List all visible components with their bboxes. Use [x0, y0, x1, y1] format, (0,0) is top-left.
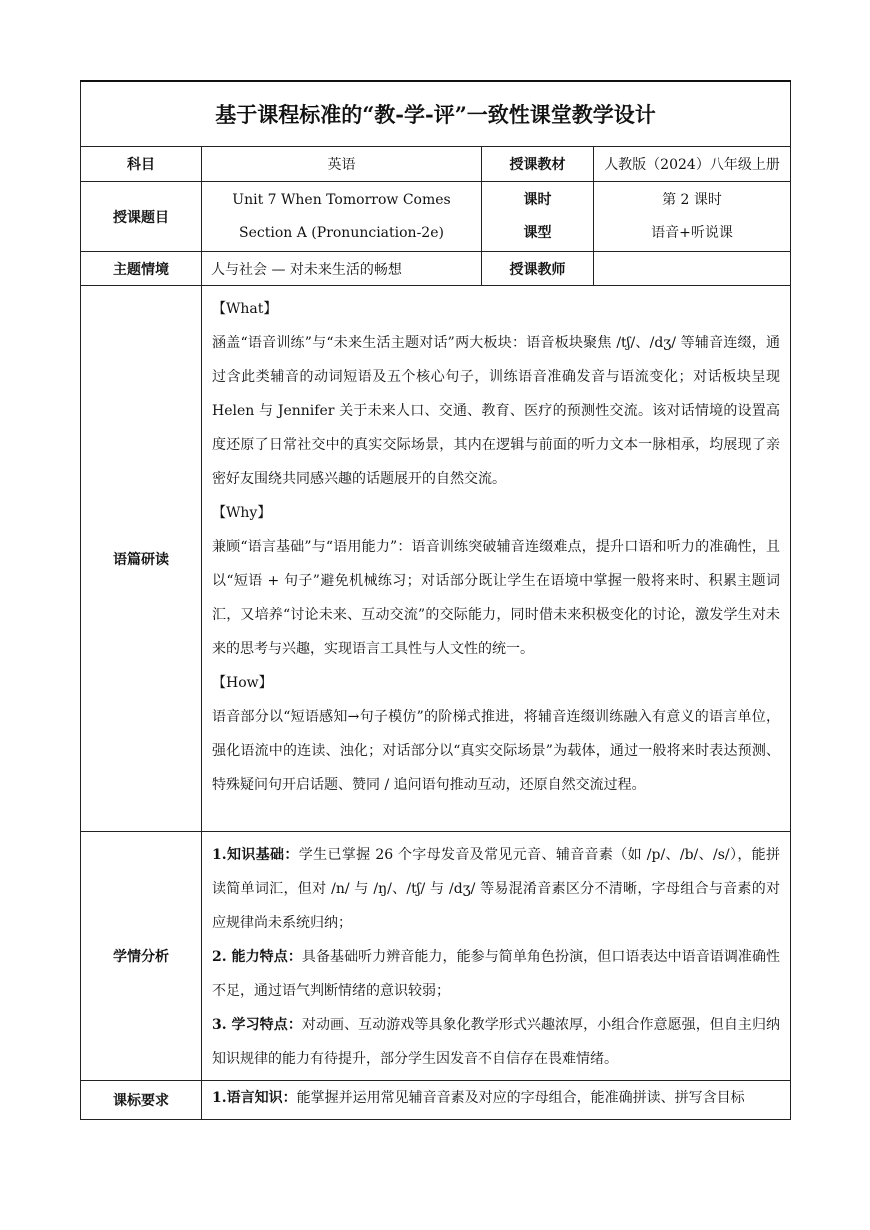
- textbook-value: 人教版（2024）八年级上册: [594, 147, 791, 182]
- reading-content: [202, 286, 791, 832]
- learners-point-2: [212, 940, 780, 1008]
- learners-point-2-head: 2. 能力特点：: [212, 949, 302, 965]
- teacher-value: [594, 252, 791, 286]
- topic-line-1: Unit 7 When Tomorrow Comes: [232, 191, 451, 208]
- why-heading: 【Why】: [212, 505, 272, 521]
- document-title: 基于课程标准的“教-学-评”一致性课堂教学设计: [81, 81, 791, 147]
- learners-content: [202, 832, 791, 1081]
- what-paragraph: 涵盖“语音训练”与“未来生活主题对话”两大板块：语音板块聚焦 /tʃ/、/dʒ/ 等辅音连缀，通过含此类辅音的动词短语及五个核心句子，训练语音准确发音与语流变化；对话板块呈现 Helen 与 Jennifer 关于未来人口、交通、教育、医疗的预测性交流。该对话情境的设置高度还原了日常社交中的真实交际场景，其内在逻辑与前面的听力文本一脉相承，均展现了亲密好友围绕共同感兴趣的话题展开的自然交流。: [212, 335, 781, 487]
- topic-value: [202, 182, 482, 252]
- type-value: 语音+听说课: [651, 224, 733, 241]
- topic-label: 授课题目: [81, 182, 202, 252]
- why-paragraph: 兼顾“语言基础”与“语用能力”：语音训练突破辅音连缀难点，提升口语和听力的准确性，且以“短语 + 句子”避免机械练习；对话部分既让学生在语境中掌握一般将来时、积累主题词汇，又培养“讨论未来、互动交流”的交际能力，同时借未来积极变化的讨论，激发学生对未来的思考与兴趣，实现语言工具性与人文性的统一。: [212, 539, 781, 657]
- topic-line-2: Section A (Pronunciation-2e): [239, 224, 444, 241]
- period-label: 课时: [523, 191, 552, 208]
- reading-label: 语篇研读: [81, 286, 202, 832]
- standards-point-1-text: 能掌握并运用常见辅音音素及对应的字母组合，能准确拼读、拼写含目标: [296, 1090, 745, 1106]
- subject-label: 科目: [81, 147, 202, 182]
- learners-point-3-text: 对动画、互动游戏等具象化教学形式兴趣浓厚，小组合作意愿强，但自主归纳知识规律的能力有待提升，部分学生因发音不自信存在畏难情绪。: [212, 1017, 781, 1067]
- theme-value: 人与社会 — 对未来生活的畅想: [202, 252, 482, 286]
- learners-label: 学情分析: [81, 832, 202, 1081]
- learners-point-3-head: 3. 学习特点：: [212, 1017, 302, 1033]
- standards-content: [202, 1081, 791, 1120]
- standards-label: 课标要求: [81, 1081, 202, 1120]
- how-paragraph: 语音部分以“短语感知→句子模仿”的阶梯式推进，将辅音连缀训练融入有意义的语言单位，强化语流中的连读、浊化；对话部分以“真实交际场景”为载体，通过一般将来时表达预测、特殊疑问句开启话题、赞同 / 追问语句推动互动，还原自然交流过程。: [212, 709, 781, 793]
- learners-point-1-text: 学生已掌握 26 个字母发音及常见元音、辅音音素（如 /p/、/b/、/s/），能拼读简单词汇，但对 /n/ 与 /ŋ/、/tʃ/ 与 /dʒ/ 等易混淆音素区分不清晰，字母组合与音素的对应规律尚未系统归纳；: [212, 847, 781, 931]
- learners-point-3: [212, 1008, 780, 1076]
- how-heading: 【How】: [212, 675, 273, 691]
- period-value: 第 2 课时: [662, 191, 722, 208]
- what-heading: 【What】: [212, 301, 278, 317]
- learners-point-1: [212, 838, 780, 940]
- lesson-design-table: [80, 80, 791, 1120]
- learners-point-1-head: 1.知识基础：: [212, 847, 299, 863]
- teacher-label: 授课教师: [482, 252, 594, 286]
- standards-point-1-head: 1.语言知识：: [212, 1090, 297, 1106]
- learners-point-2-text: 具备基础听力辨音能力，能参与简单角色扮演，但口语表达中语音语调准确性不足，通过语气判断情绪的意识较弱；: [212, 949, 781, 999]
- theme-label: 主题情境: [81, 252, 202, 286]
- period-type-values: [594, 182, 791, 252]
- type-label: 课型: [523, 224, 552, 241]
- subject-value: 英语: [202, 147, 482, 182]
- period-type-labels: [482, 182, 594, 252]
- textbook-label: 授课教材: [482, 147, 594, 182]
